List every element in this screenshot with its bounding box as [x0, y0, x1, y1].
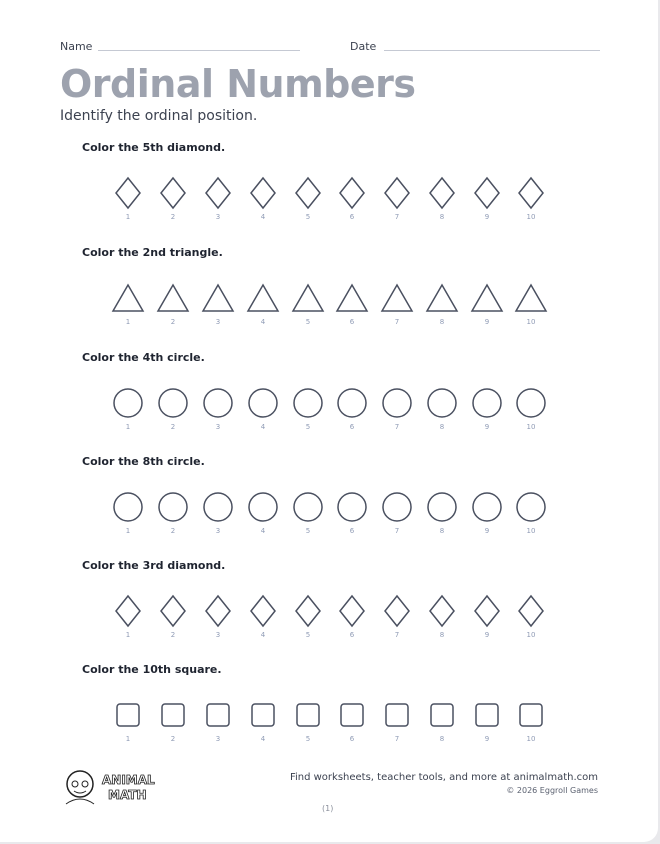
svg-text:ANIMAL: ANIMAL	[102, 773, 155, 787]
circle-shape[interactable]	[247, 491, 279, 527]
diamond-shape[interactable]	[293, 176, 323, 214]
position-number: 5	[305, 318, 311, 326]
circle-shape[interactable]	[336, 387, 368, 423]
position-number: 4	[260, 527, 266, 535]
diamond-shape[interactable]	[337, 176, 367, 214]
position-number: 1	[125, 527, 131, 535]
position-number: 3	[215, 213, 221, 221]
square-shape[interactable]	[205, 702, 231, 732]
position-number: 8	[439, 631, 445, 639]
svg-text:MATH: MATH	[108, 788, 147, 802]
position-number: 3	[215, 735, 221, 743]
square-shape[interactable]	[384, 702, 410, 732]
footer-copyright: © 2026 Eggroll Games	[506, 786, 598, 795]
diamond-shape[interactable]	[248, 176, 278, 214]
position-number: 8	[439, 423, 445, 431]
position-number: 6	[349, 527, 355, 535]
position-number: 4	[260, 423, 266, 431]
position-number: 2	[170, 527, 176, 535]
circle-shape[interactable]	[292, 491, 324, 527]
name-label: Name	[60, 40, 93, 53]
question-instruction: Color the 5th diamond.	[82, 141, 226, 154]
square-shape[interactable]	[518, 702, 544, 732]
position-number: 10	[526, 631, 536, 639]
square-shape[interactable]	[474, 702, 500, 732]
question-instruction: Color the 4th circle.	[82, 351, 205, 364]
square-shape[interactable]	[339, 702, 365, 732]
question-instruction: Color the 3rd diamond.	[82, 559, 226, 572]
circle-shape[interactable]	[112, 491, 144, 527]
position-number: 2	[170, 318, 176, 326]
position-number: 5	[305, 423, 311, 431]
position-number: 1	[125, 213, 131, 221]
position-number: 9	[484, 213, 490, 221]
position-number: 7	[394, 735, 400, 743]
position-number: 6	[349, 423, 355, 431]
diamond-shape[interactable]	[472, 176, 502, 214]
circle-shape[interactable]	[426, 491, 458, 527]
position-number: 10	[526, 527, 536, 535]
position-number: 3	[215, 631, 221, 639]
triangle-shape[interactable]	[246, 283, 280, 317]
diamond-shape[interactable]	[158, 594, 188, 632]
position-number: 2	[170, 213, 176, 221]
position-number: 9	[484, 527, 490, 535]
circle-shape[interactable]	[515, 491, 547, 527]
circle-shape[interactable]	[292, 387, 324, 423]
diamond-shape[interactable]	[427, 176, 457, 214]
position-number: 6	[349, 631, 355, 639]
position-number: 7	[394, 318, 400, 326]
position-number: 10	[526, 735, 536, 743]
position-number: 2	[170, 423, 176, 431]
position-number: 9	[484, 735, 490, 743]
position-number: 9	[484, 631, 490, 639]
position-number: 3	[215, 318, 221, 326]
circle-shape[interactable]	[202, 387, 234, 423]
triangle-shape[interactable]	[514, 283, 548, 317]
position-number: 9	[484, 423, 490, 431]
position-number: 6	[349, 318, 355, 326]
position-number: 9	[484, 318, 490, 326]
triangle-shape[interactable]	[291, 283, 325, 317]
square-shape[interactable]	[160, 702, 186, 732]
diamond-shape[interactable]	[203, 594, 233, 632]
position-number: 7	[394, 213, 400, 221]
diamond-shape[interactable]	[158, 176, 188, 214]
diamond-shape[interactable]	[516, 176, 546, 214]
position-number: 2	[170, 735, 176, 743]
position-number: 8	[439, 735, 445, 743]
circle-shape[interactable]	[426, 387, 458, 423]
animal-math-logo	[60, 766, 170, 810]
position-number: 8	[439, 318, 445, 326]
position-number: 7	[394, 527, 400, 535]
circle-shape[interactable]	[381, 387, 413, 423]
circle-shape[interactable]	[471, 491, 503, 527]
diamond-shape[interactable]	[337, 594, 367, 632]
page-title: Ordinal Numbers	[60, 62, 416, 106]
diamond-shape[interactable]	[113, 176, 143, 214]
circle-shape[interactable]	[157, 387, 189, 423]
circle-shape[interactable]	[515, 387, 547, 423]
square-shape[interactable]	[115, 702, 141, 732]
question-instruction: Color the 10th square.	[82, 663, 222, 676]
position-number: 10	[526, 318, 536, 326]
position-number: 8	[439, 213, 445, 221]
circle-shape[interactable]	[157, 491, 189, 527]
footer-tagline: Find worksheets, teacher tools, and more at animalmath.com	[289, 772, 598, 783]
name-field[interactable]	[98, 50, 300, 51]
position-number: 7	[394, 631, 400, 639]
position-number: 7	[394, 423, 400, 431]
diamond-shape[interactable]	[516, 594, 546, 632]
diamond-shape[interactable]	[382, 594, 412, 632]
position-number: 4	[260, 631, 266, 639]
diamond-shape[interactable]	[248, 594, 278, 632]
triangle-shape[interactable]	[111, 283, 145, 317]
circle-shape[interactable]	[112, 387, 144, 423]
triangle-shape[interactable]	[470, 283, 504, 317]
position-number: 2	[170, 631, 176, 639]
position-number: 3	[215, 423, 221, 431]
diamond-shape[interactable]	[203, 176, 233, 214]
triangle-shape[interactable]	[335, 283, 369, 317]
diamond-shape[interactable]	[382, 176, 412, 214]
circle-shape[interactable]	[471, 387, 503, 423]
triangle-shape[interactable]	[425, 283, 459, 317]
square-shape[interactable]	[295, 702, 321, 732]
diamond-shape[interactable]	[472, 594, 502, 632]
position-number: 5	[305, 735, 311, 743]
diamond-shape[interactable]	[113, 594, 143, 632]
question-instruction: Color the 2nd triangle.	[82, 246, 223, 259]
position-number: 1	[125, 423, 131, 431]
position-number: 10	[526, 423, 536, 431]
position-number: 5	[305, 631, 311, 639]
page-subtitle: Identify the ordinal position.	[60, 108, 258, 124]
position-number: 5	[305, 213, 311, 221]
circle-shape[interactable]	[247, 387, 279, 423]
position-number: 1	[125, 318, 131, 326]
diamond-shape[interactable]	[427, 594, 457, 632]
square-shape[interactable]	[250, 702, 276, 732]
square-shape[interactable]	[429, 702, 455, 732]
triangle-shape[interactable]	[201, 283, 235, 317]
date-label: Date	[350, 40, 377, 53]
page-number: (1)	[322, 804, 334, 813]
position-number: 3	[215, 527, 221, 535]
position-number: 4	[260, 735, 266, 743]
position-number: 5	[305, 527, 311, 535]
position-number: 4	[260, 318, 266, 326]
circle-shape[interactable]	[336, 491, 368, 527]
position-number: 8	[439, 527, 445, 535]
triangle-shape[interactable]	[380, 283, 414, 317]
position-number: 10	[526, 213, 536, 221]
circle-shape[interactable]	[381, 491, 413, 527]
circle-shape[interactable]	[202, 491, 234, 527]
position-number: 6	[349, 735, 355, 743]
position-number: 4	[260, 213, 266, 221]
position-number: 1	[125, 735, 131, 743]
position-number: 1	[125, 631, 131, 639]
date-field[interactable]	[384, 50, 600, 51]
diamond-shape[interactable]	[293, 594, 323, 632]
triangle-shape[interactable]	[156, 283, 190, 317]
question-instruction: Color the 8th circle.	[82, 455, 205, 468]
position-number: 6	[349, 213, 355, 221]
